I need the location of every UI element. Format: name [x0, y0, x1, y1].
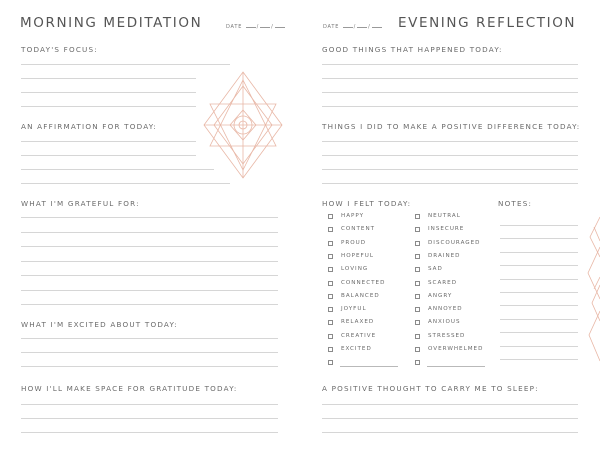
feeling-checkbox[interactable] [328, 214, 333, 219]
custom-feeling-line[interactable] [340, 366, 398, 367]
writing-line[interactable] [500, 238, 578, 239]
feeling-label: HAPPY [341, 213, 365, 219]
feeling-checkbox[interactable] [415, 307, 420, 312]
writing-line[interactable] [21, 64, 230, 65]
feeling-checkbox[interactable] [415, 254, 420, 259]
morning-date-field[interactable] [226, 23, 286, 30]
feeling-checkbox[interactable] [415, 360, 420, 365]
writing-line[interactable] [322, 432, 578, 433]
writing-line[interactable] [500, 292, 578, 293]
writing-line[interactable] [21, 141, 196, 142]
grateful-label: WHAT I'M GRATEFUL FOR: [21, 199, 140, 208]
feeling-label: STRESSED [428, 332, 466, 339]
writing-line[interactable] [21, 290, 278, 291]
feeling-checkbox[interactable] [415, 241, 420, 246]
date-separator: / [256, 24, 260, 30]
writing-line[interactable] [500, 252, 578, 253]
affirmation-label: AN AFFIRMATION FOR TODAY: [21, 122, 158, 131]
feeling-label: RELAXED [341, 319, 375, 326]
writing-line[interactable] [322, 404, 578, 405]
feeling-label: CONTENT [341, 226, 376, 233]
excited-label: WHAT I'M EXCITED ABOUT TODAY: [21, 320, 178, 329]
feeling-label: ANNOYED [428, 306, 463, 313]
feeling-checkbox[interactable] [415, 267, 420, 272]
evening-date-field[interactable] [323, 23, 383, 30]
writing-line[interactable] [322, 141, 578, 142]
feeling-label: NEUTRAL [428, 213, 461, 219]
feeling-label: DRAINED [428, 252, 461, 259]
feeling-label: ANXIOUS [428, 319, 461, 326]
writing-line[interactable] [21, 432, 278, 433]
date-separator: / [368, 24, 371, 30]
writing-line[interactable] [500, 305, 578, 306]
positive-difference-label: THINGS I DID TO MAKE A POSITIVE DIFFERENCE TODAY: [322, 122, 581, 131]
writing-line[interactable] [21, 246, 278, 247]
feeling-label: OVERWHELMED [428, 346, 484, 352]
writing-line[interactable] [322, 155, 578, 156]
notes-label: NOTES: [498, 199, 533, 208]
feeling-checkbox[interactable] [415, 347, 420, 352]
date-separator: / [353, 24, 357, 30]
writing-line[interactable] [322, 106, 578, 107]
date-label: DATE [226, 24, 243, 30]
geometric-ornament-icon [198, 70, 288, 180]
feeling-checkbox[interactable] [328, 307, 333, 312]
writing-line[interactable] [500, 359, 578, 360]
feeling-checkbox[interactable] [415, 334, 420, 339]
writing-line[interactable] [21, 366, 278, 367]
feeling-label: HOPEFUL [341, 252, 374, 259]
date-separator: / [271, 24, 274, 30]
feeling-checkbox[interactable] [415, 294, 420, 299]
writing-line[interactable] [500, 319, 578, 320]
writing-line[interactable] [322, 183, 578, 184]
date-label: DATE [323, 24, 340, 30]
writing-line[interactable] [21, 155, 196, 156]
writing-line[interactable] [322, 64, 578, 65]
feeling-checkbox[interactable] [328, 334, 333, 339]
writing-line[interactable] [21, 106, 196, 107]
good-things-label: GOOD THINGS THAT HAPPENED TODAY: [322, 45, 503, 54]
writing-line[interactable] [500, 265, 578, 266]
writing-line[interactable] [500, 332, 578, 333]
writing-line[interactable] [21, 275, 278, 276]
writing-line[interactable] [21, 304, 278, 305]
writing-line[interactable] [21, 217, 278, 218]
feeling-checkbox[interactable] [415, 320, 420, 325]
writing-line[interactable] [21, 404, 278, 405]
writing-line[interactable] [21, 232, 278, 233]
writing-line[interactable] [322, 418, 578, 419]
feeling-label: CONNECTED [341, 279, 386, 286]
writing-line[interactable] [21, 78, 196, 79]
feeling-label: BALANCED [341, 292, 380, 299]
writing-line[interactable] [322, 92, 578, 93]
writing-line[interactable] [21, 183, 230, 184]
writing-line[interactable] [322, 78, 578, 79]
feeling-checkbox[interactable] [328, 227, 333, 232]
feeling-label: SAD [428, 266, 443, 273]
writing-line[interactable] [500, 279, 578, 280]
custom-feeling-line[interactable] [427, 366, 485, 367]
writing-line[interactable] [21, 418, 278, 419]
evening-title: EVENING REFLECTION [398, 15, 577, 31]
feeling-label: INSECURE [428, 226, 465, 233]
writing-line[interactable] [21, 261, 278, 262]
morning-title: MORNING MEDITATION [20, 15, 203, 31]
writing-line[interactable] [21, 169, 214, 170]
feeling-checkbox[interactable] [328, 267, 333, 272]
feeling-checkbox[interactable] [328, 320, 333, 325]
feeling-checkbox[interactable] [415, 214, 420, 219]
positive-thought-label: A POSITIVE THOUGHT TO CARRY ME TO SLEEP: [322, 384, 539, 393]
feeling-checkbox[interactable] [415, 227, 420, 232]
how-i-felt-label: HOW I FELT TODAY: [322, 199, 412, 208]
feeling-checkbox[interactable] [328, 241, 333, 246]
feeling-label: SCARED [428, 279, 458, 286]
writing-line[interactable] [500, 225, 578, 226]
feeling-label: CREATIVE [341, 332, 377, 339]
feeling-label: ANGRY [428, 292, 453, 299]
writing-line[interactable] [21, 338, 278, 339]
feeling-label: EXCITED [341, 346, 372, 352]
feeling-checkbox[interactable] [328, 347, 333, 352]
writing-line[interactable] [21, 92, 196, 93]
feeling-checkbox[interactable] [328, 294, 333, 299]
writing-line[interactable] [322, 169, 578, 170]
feeling-checkbox[interactable] [328, 281, 333, 286]
feeling-checkbox[interactable] [328, 360, 333, 365]
feeling-checkbox[interactable] [415, 281, 420, 286]
gratitude-space-label: HOW I'LL MAKE SPACE FOR GRATITUDE TODAY: [21, 384, 238, 393]
feeling-label: PROUD [341, 239, 367, 246]
feeling-checkbox[interactable] [328, 254, 333, 259]
writing-line[interactable] [21, 352, 278, 353]
feeling-label: DISCOURAGED [428, 239, 481, 246]
edge-ornament-icon [586, 215, 600, 365]
todays-focus-label: TODAY'S FOCUS: [21, 45, 98, 54]
writing-line[interactable] [500, 346, 578, 347]
feeling-label: LOVING [341, 266, 369, 273]
feeling-label: JOYFUL [341, 306, 367, 313]
